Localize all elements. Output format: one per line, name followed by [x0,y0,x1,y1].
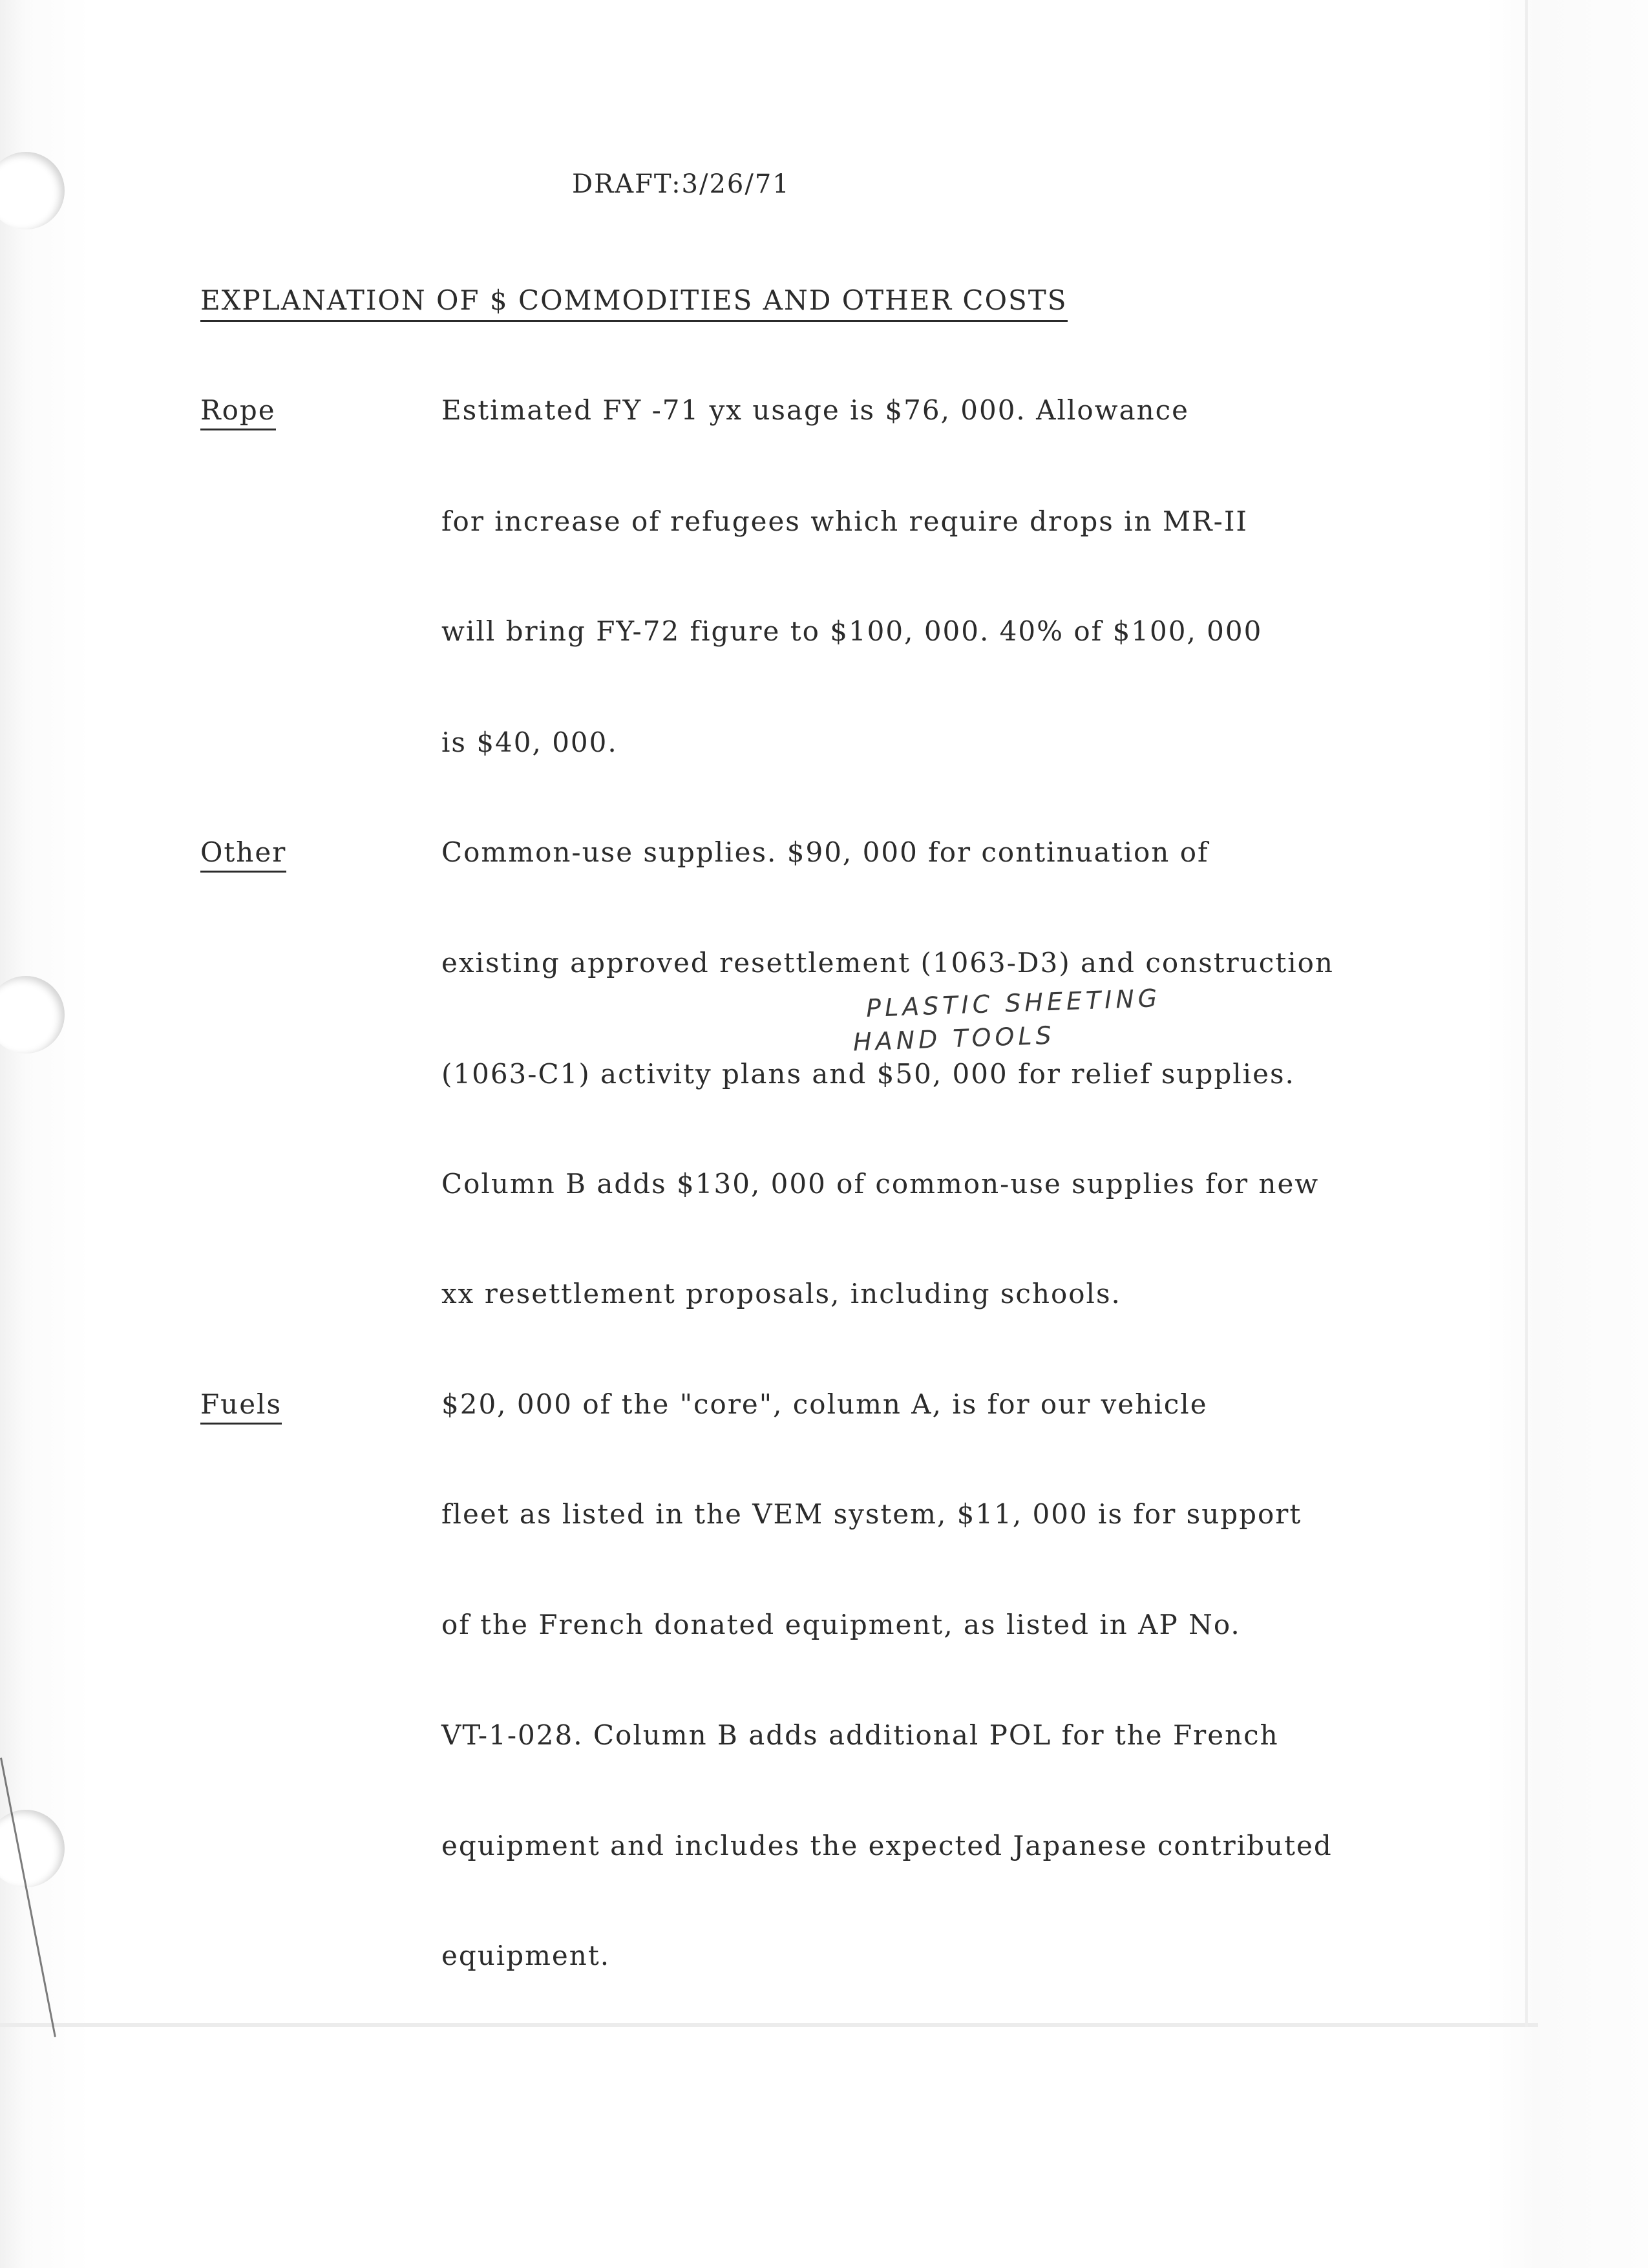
fuels-line-4: VT-1-028. Column B adds additional POL for the French [441,1719,1279,1751]
section-label-other: Other [200,836,286,873]
other-line-4: Column B adds $130, 000 of common-use supplies for new [441,1168,1320,1200]
section-label-rope: Rope [200,394,276,430]
other-line-2: existing approved resettlement (1063-D3) and construction [441,947,1334,979]
fuels-line-2: fleet as listed in the VEM system, $11, 000 is for support [441,1498,1302,1530]
page-bottom-edge [0,2023,1538,2027]
punch-hole-middle [0,976,65,1054]
other-line-1: Common-use supplies. $90, 000 for continuation of [441,836,1209,868]
fuels-line-6: equipment. [441,1940,611,1971]
fuels-line-1: $20, 000 of the "core", column A, is for our vehicle [441,1388,1208,1420]
other-line-5: xx resettlement proposals, including schools. [441,1278,1121,1309]
rope-line-4: is $40, 000. [441,726,618,758]
rope-line-1: Estimated FY -71 yx usage is $76, 000. Allowance [441,394,1190,426]
paper-crease [0,1757,56,2037]
fuels-line-5: equipment and includes the expected Japanese contributed [441,1830,1333,1861]
section-label-fuels: Fuels [200,1388,282,1425]
page-right-edge [1525,0,1528,2027]
handwritten-note-line-2: HAND TOOLS [852,1021,1056,1057]
rope-line-2: for increase of refugees which require drops in MR-II [441,505,1249,537]
document-heading: EXPLANATION OF $ COMMODITIES AND OTHER COSTS [200,284,1068,322]
fuels-line-3: of the French donated equipment, as listed in AP No. [441,1609,1241,1640]
other-line-3: (1063-C1) activity plans and $50, 000 for relief supplies. [441,1058,1295,1090]
punch-hole-top [0,152,65,229]
handwritten-note-line-1: PLASTIC SHEETING [865,984,1161,1023]
draft-date: DRAFT:3/26/71 [572,169,790,199]
punch-hole-bottom [0,1810,65,1887]
rope-line-3: will bring FY-72 figure to $100, 000. 40% of $100, 000 [441,615,1263,647]
